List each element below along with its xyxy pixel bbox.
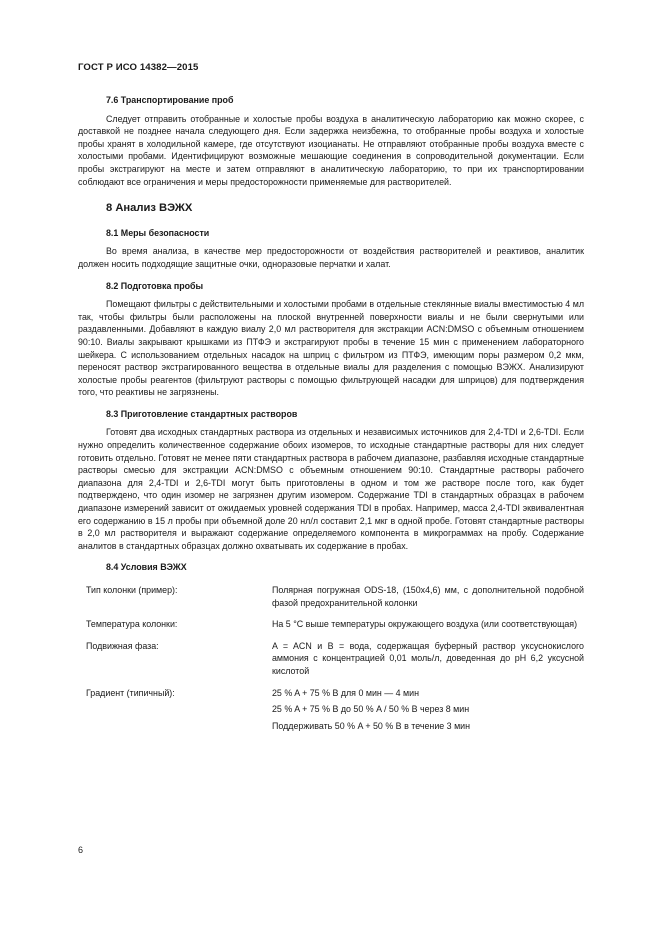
page-content [78, 94, 584, 745]
section-8-2-paragraph: Помещают фильтры с действительными и холостыми пробами в отдельные стеклянные виалы вместимостью 4 мл так, чтобы фильтры были расположены на плоской внутренней поверхности виалы и не были свернутыми или раздавленными. Добавляют в каждую виалу 2,0 мл растворителя для экстракции ACN:DMSO с объемным отношением 90:10. Виалы закрывают крышками из ПТФЭ и экстрагируют пробы в течение 15 мин с применением лабораторного шейкера. С использованием отдельных насадок на шприц с фильтром из ПТФЭ, имеющим поры размером 0,2 мкм, переносят раствор экстрагированного вещества в отдельные виалы для разделения с помощью ВЭЖХ. Анализируют холостые пробы реагентов (фильтруют растворы с помощью фильтрующей насадки для шприцов) для подтверждения того, что реактивы не загрязнены. [78, 299, 584, 398]
section-8-1-paragraph: Во время анализа, в качестве мер предосторожности от воздействия растворителей и реактивов, аналитик должен носить подходящие защитные очки, одноразовые перчатки и халат. [78, 246, 584, 269]
gradient-step: 25 % A + 75 % B до 50 % A / 50 % B через 8 мин [272, 704, 470, 715]
condition-row-mobile-phase [78, 640, 584, 687]
condition-row-column-temperature [78, 618, 584, 640]
document-id-header: ГОСТ Р ИСО 14382—2015 [78, 62, 199, 73]
section-8-3-paragraph: Готовят два исходных стандартных раствора из отдельных и независимых источников для 2,4-TDI и 2,6-TDI. Если нужно определить количественное содержание обоих изомеров, то исходные стандартные растворы для них следует готовить отдельно. Готовят не менее пяти стандартных раствора в рабочем диапазоне, разбавляя исходные стандартные растворы смесью для экстракции ACN:DMSO с объемным отношением 90:10. Стандартные растворы рабочего диапазона для 2,4-TDI и 2,6-TDI могут быть приготовлены в одном и том же растворе после того, как будет подтверждено, что один изомер не загрязнен другим изомером. Содержание TDI в стандартных образцах в рабочем диапазоне измерений зависит от ожидаемых уровней содержания TDI в пробах. Например, масса 2,4-TDI эквивалентная его содержанию в 15 л пробы при объемной доле 20 нл/л составит 2,1 мкг в одной пробе. Готовят стандартные растворы в 2,0 мл растворителя и выражают содержание определяемого компонента в микрограммах на пробу. Содержание аналитов в стандартных образцах должно охватывать их содержание в пробах. [78, 427, 584, 551]
section-7-6-heading: 7.6 Транспортирование проб [106, 95, 234, 105]
condition-label: Подвижная фаза: [86, 640, 159, 651]
section-7-6-paragraph: Следует отправить отобранные и холостые пробы воздуха в аналитическую лабораторию как можно скорее, с доставкой не позднее начала следующего дня. Если задержка неизбежна, то отобранные пробы воздуха и холостые пробы хранят в холодильной камере, где отсутствуют изоцианаты. Не отправляют отобранные пробы воздуха вместе с холостыми пробами. Идентифицируют возможные мешающие соединения в сопроводительной документации. Если пробы экстрагируют на месте и затем отправляют в аналитическую лабораторию, то при их транспортировании соблюдают все ограничения и меры предосторожности применяемые для растворителей. [78, 113, 584, 187]
condition-label: Тип колонки (пример): [86, 585, 178, 595]
page-number: 6 [78, 845, 84, 855]
condition-label: Градиент (типичный): [86, 687, 175, 698]
gradient-step: 25 % A + 75 % B для 0 мин — 4 мин [272, 687, 419, 698]
section-8-heading: 8 Анализ ВЭЖХ [106, 202, 193, 215]
condition-value: A = ACN и B = вода, содержащая буферный раствор уксуснокислого аммония с концентрацией 0,01 моль/л, доведенная до pH 6,2 уксусной кислотой [272, 640, 584, 676]
condition-value-gradient [272, 687, 584, 746]
section-8-3-heading: 8.3 Приготовление стандартных растворов [106, 408, 298, 419]
hplc-conditions-table [78, 584, 584, 745]
condition-row-gradient [78, 687, 584, 746]
condition-value: На 5 °С выше температуры окружающего воздуха (или соответствующая) [272, 619, 578, 630]
section-8-4-heading: 8.4 Условия ВЭЖХ [106, 562, 187, 573]
section-8-1-heading: 8.1 Меры безопасности [106, 227, 210, 238]
gradient-step: Поддерживать 50 % A + 50 % B в течение 3 мин [272, 720, 471, 731]
condition-label: Температура колонки: [86, 619, 178, 630]
condition-value: Полярная погружная ODS-18, (150x4,6) мм, с дополнительной подобной фазой предохранительной колонки [272, 585, 584, 608]
section-8-2-heading: 8.2 Подготовка пробы [106, 280, 204, 291]
condition-row-column-type [78, 584, 584, 618]
